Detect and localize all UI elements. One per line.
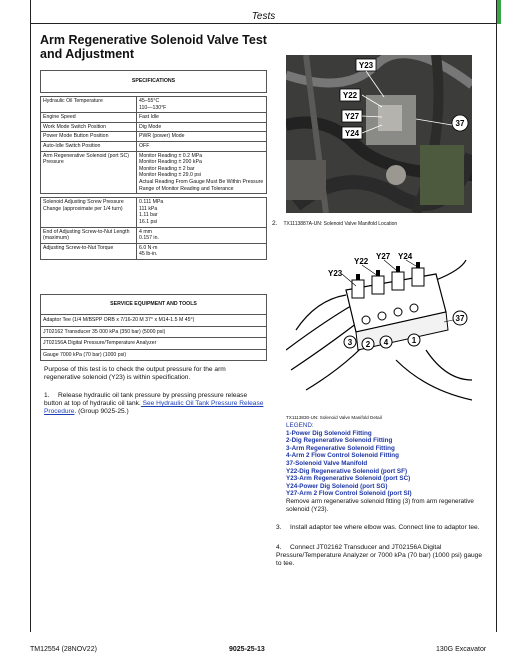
spec-row: Engine Speed Fast Idle bbox=[41, 113, 267, 123]
procedure-title: Arm Regenerative Solenoid Valve Test and Adjustment bbox=[40, 33, 267, 61]
spec-row: Hydraulic Oil Temperature 45–55°C 110—130°F bbox=[41, 97, 267, 113]
legend-item: Y23-Arm Regenerative Solenoid (port SC) bbox=[286, 475, 411, 483]
equipment-heading: SERVICE EQUIPMENT AND TOOLS bbox=[41, 295, 267, 315]
step-3: 3. Install adaptor tee where elbow was. Connect line to adaptor tee. bbox=[276, 524, 480, 531]
diagram-label-y27: Y27 bbox=[376, 252, 391, 261]
header-frame bbox=[30, 0, 497, 24]
diagram-label-y24: Y24 bbox=[398, 252, 413, 261]
legend-item: Y22-Dig Regenerative Solenoid (port SF) bbox=[286, 467, 408, 475]
photo-label-y22: Y22 bbox=[342, 91, 358, 100]
figure-2-caption: TX1113830-UN: Solenoid Valve Manifold Detail bbox=[286, 415, 382, 420]
spec-row: Solenoid Adjusting Screw Pressure Change (approximate per 1/4 turn) 0.111 MPa 111 kPa 1.11 bar 16.1 psi bbox=[41, 198, 267, 227]
diagram-label-2: 2 bbox=[365, 340, 371, 349]
diagram-label-1: 1 bbox=[411, 336, 417, 345]
specifications-table bbox=[40, 70, 267, 260]
equipment-row: Adaptor Tee (1/4 M/BSPP ORB x 7/16-20 M 37° x M14-1.5 M 45°) bbox=[41, 315, 267, 327]
legend bbox=[286, 422, 486, 513]
spec-row: Work Mode Switch Position Dig Mode bbox=[41, 122, 267, 132]
spec-row: Adjusting Screw-to-Nut Torque 6.0 N·m 45 lb-in. bbox=[41, 243, 267, 259]
legend-item: Y24-Power Dig Solenoid (port SG) bbox=[286, 482, 388, 490]
spec-row: Arm Regenerative Solenoid (port SC) Pressure Monitor Reading ± 0.2 MPa Monitor Reading ± 200 kPa Monitor Reading ± 2 bar Monitor Reading ± 29.0 psi Actual Reading From Gauge Must Be Within Pressure Range of Monitor Reading and Tolerance bbox=[41, 151, 267, 194]
spec-row: Auto-Idle Switch Position OFF bbox=[41, 141, 267, 151]
legend-item: 4-Arm 2 Flow Control Solenoid Fitting bbox=[286, 452, 399, 460]
specs-heading: SPECIFICATIONS bbox=[41, 71, 267, 93]
service-equipment-table bbox=[40, 294, 267, 361]
photo-label-y27: Y27 bbox=[344, 112, 360, 121]
legend-item: 2-Dig Regenerative Solenoid Fitting bbox=[286, 437, 393, 445]
manifold-photo-drawing bbox=[286, 55, 472, 213]
step-4: 4. Connect JT02162 Transducer and JT02156A Digital Pressure/Temperature Analyzer or 7000 kPa (70 bar) (1000 psi) gauge to tee. bbox=[276, 544, 482, 568]
spec-row: End of Adjusting Screw-to-Nut Length (maximum) 4 mm 0.157 in. bbox=[41, 227, 267, 243]
diagram-label-y22: Y22 bbox=[354, 257, 369, 266]
manifold-detail-diagram bbox=[286, 240, 472, 412]
diagram-label-y23: Y23 bbox=[328, 269, 343, 278]
diagram-label-4: 4 bbox=[383, 338, 389, 347]
footer-model: 130G Excavator bbox=[436, 646, 487, 653]
photo-label-y23: Y23 bbox=[358, 61, 374, 70]
equipment-row: Gauge 7000 kPa (70 bar) (1000 psi) bbox=[41, 349, 267, 361]
legend-item: 3-Arm Regenerative Solenoid Fitting bbox=[286, 444, 395, 452]
legend-title: LEGEND: bbox=[286, 422, 314, 429]
section-title: Tests bbox=[251, 11, 276, 22]
section-marker bbox=[497, 0, 501, 24]
figure-1-caption: 2. TX1113887A-UN: Solenoid Valve Manifold Location bbox=[272, 220, 398, 227]
legend-item: Y27-Arm 2 Flow Control Solenoid (port SI) bbox=[286, 490, 412, 498]
photo-label-y24: Y24 bbox=[344, 129, 360, 138]
step-1: 1. Release hydraulic oil tank pressure by pressing pressure release button at top of hydraulic oil tank. See Hydraulic Oil Tank Pressure Release Procedure. (Group 9025-25.) bbox=[44, 392, 264, 416]
diagram-label-3: 3 bbox=[347, 338, 353, 347]
equipment-row: JT02162 Transducer 35 000 kPa (350 bar) (5000 psi) bbox=[41, 326, 267, 338]
footer-page-number: 9025-25-13 bbox=[229, 646, 265, 653]
diagram-label-37: 37 bbox=[455, 314, 465, 323]
legend-item: 1-Power Dig Solenoid Fitting bbox=[286, 429, 372, 437]
pressure-release-procedure-link[interactable]: See Hydraulic Oil Tank Pressure Release Procedure bbox=[44, 400, 264, 416]
manifold-location-photo bbox=[286, 55, 472, 213]
footer-manual-id: TM12554 (28NOV22) bbox=[30, 646, 97, 653]
equipment-row: JT02156A Digital Pressure/Temperature Analyzer bbox=[41, 338, 267, 350]
purpose-text: Purpose of this test is to check the output pressure for the arm regenerative solenoid (Y23) is within specification. bbox=[44, 366, 226, 382]
photo-label-37: 37 bbox=[455, 119, 465, 128]
spec-row: Power Mode Button Position PWR (power) Mode bbox=[41, 132, 267, 142]
legend-item: 37-Solenoid Valve Manifold bbox=[286, 459, 368, 467]
manifold-detail-drawing bbox=[286, 240, 472, 412]
remove-fitting-text: Remove arm regenerative solenoid fitting (3) from arm regenerative solenoid (Y23). bbox=[286, 497, 474, 513]
